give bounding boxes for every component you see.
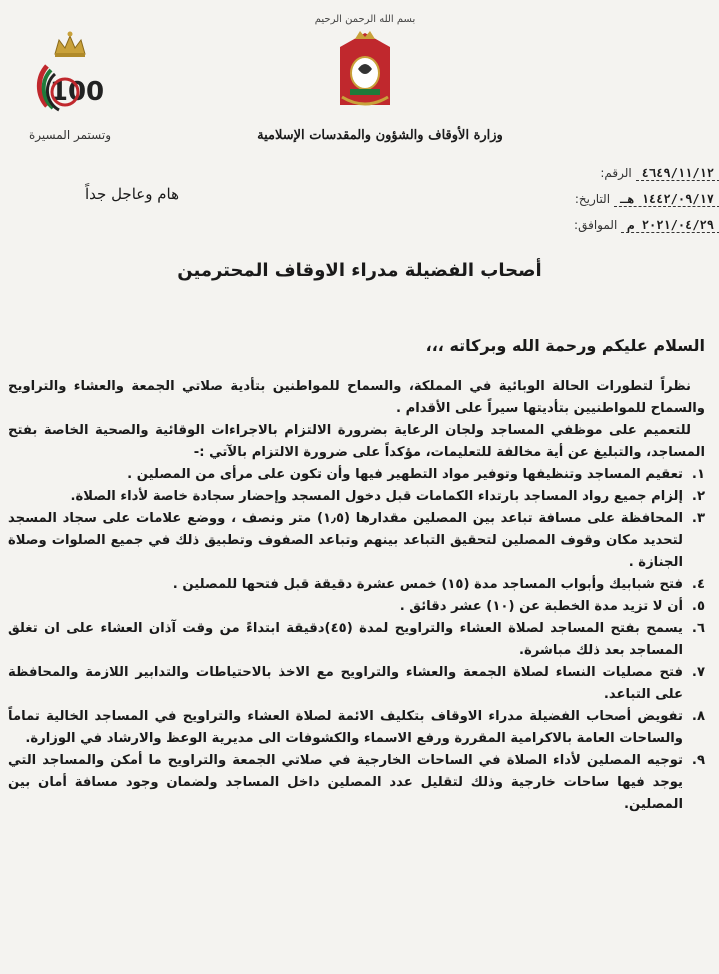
list-item-text: تعقيم المساجد وتنظيفها وتوفير مواد التطهير فيها وأن تكون على مرأى من المصلين . [127,467,683,482]
list-item-text: توجيه المصلين لأداء الصلاة في الساحات الخارجية في صلاتي الجمعة والتراويح ما أمكن والمساجد التي يوجد فيها ساحات خارجية وذلك لتقليل عدد المصلين داخل المساجد ولضمان وجود مسافة أمان بين المصلين. [8,753,683,812]
list-item [8,662,705,706]
instructions-list [8,464,705,816]
list-item-text: يسمح بفتح المساجد لصلاة العشاء والتراويح لمدة (٤٥)دقيقة ابتداءً من وقت آذان العشاء على ان تغلق المساجد بعد ذلك مباشرة. [8,621,684,658]
crown-icon [55,32,85,58]
greeting: السلام عليكم ورحمة الله وبركاته ،،، [425,336,705,355]
intro-paragraph-1: نظراً لتطورات الحالة الوبائية في المملكة، والسماح للمواطنين بتأدية صلاتي الجمعة والعشاء والتراويح والسماح للمواطنيين بتأديتها سيراً على الأقدام . [8,379,705,416]
list-item-number: ٣. [691,511,705,526]
list-item-number: ٢. [691,489,705,504]
centenary-logo [20,26,120,151]
list-item-text: المحافظة على مسافة تباعد بين المصلين مقدارها (١٫٥) متر ونصف ، ووضع علامات على سجاد المسجد لتحديد مكان وقوف المصلين لتحقيق التباعد بينهم وتباعد الصفوف وتطبيق ذلك في جميع الصلوات وصلاة الجنازة . [8,511,683,570]
centenary-caption: وتستمر المسيرة [29,128,111,142]
ref-number-label: الرقم: [600,166,632,180]
ref-date-hijri [575,192,719,207]
list-item-number: ٤. [691,577,705,592]
royal-crest [300,14,430,119]
ref-date-greg-value: ٢٠٢١/٠٤/٢٩ م [621,218,719,233]
list-item-number: ٦. [691,621,705,636]
list-item-number: ٧. [691,665,705,680]
ref-date-hijri-value: ١٤٤٢/٠٩/١٧ هـ [614,192,719,207]
list-item-number: ٩. [691,753,705,768]
list-item [8,596,705,618]
list-item [8,706,705,750]
ref-date-hijri-label: التاريخ: [574,192,611,206]
centenary-emblem-icon [25,26,115,126]
list-item [8,750,705,816]
list-item-text: فتح شبابيك وأبواب المساجد مدة (١٥) خمس عشرة دقيقة قبل فتحها للمصلين . [172,577,683,592]
letter-title: أصحاب الفضيلة مدراء الاوقاف المحترمين [177,260,542,281]
list-item-number: ١. [691,467,705,482]
list-item-text: تفويض أصحاب الفضيلة مدراء الاوقاف بتكليف الائمة لصلاة العشاء والتراويح في المساجد الخالية تماماً والساحات العامة بالاكرامية المقررة ورفع الاسماء والكشوفات الى مديرية الوعظ والارشاد في الوزارة. [8,709,683,746]
list-item-number: ٨. [691,709,705,724]
list-item-number: ٥. [691,599,705,614]
urgent-note: هام وعاجل جداً [84,185,179,203]
list-item-text: فتح مصليات النساء لصلاة الجمعة والعشاء والتراويح مع الاخذ بالاحتياطات والتدابير اللازمة والمحافظة على التباعد. [8,665,683,702]
coat-of-arms-icon [320,25,410,115]
letter-body [8,376,705,816]
intro-paragraph-2: للتعميم على موظفي المساجد ولجان الرعاية بضرورة الالتزام بالاجراءات الوقائية والصحية الخاصة بفتح المساجد، والتبليغ عن أية مخالفة للتعليمات، مؤكداً على ضرورة الالتزام بالآتي :- [8,423,705,460]
list-item [8,574,705,596]
basmala: بسم الله الرحمن الرحيم [314,14,416,25]
ref-number-value: ٤٦٤٩/١١/١٢ [636,166,719,181]
svg-text:100: 100 [49,77,105,107]
list-item-text: إلزام جميع رواد المساجد بارتداء الكمامات قبل دخول المسجد وإحضار سجادة خاصة لأداء الصلاة. [70,489,683,504]
list-item [8,464,705,486]
ref-date-greg [574,218,719,233]
ref-date-greg-label: الموافق: [574,218,618,232]
ref-number [600,166,719,181]
list-item [8,618,705,662]
list-item [8,486,705,508]
list-item-text: أن لا تزيد مدة الخطبة عن (١٠) عشر دقائق . [399,599,683,614]
list-item [8,508,705,574]
ministry-name: وزارة الأوقاف والشؤون والمقدسات الإسلامية [257,128,503,143]
